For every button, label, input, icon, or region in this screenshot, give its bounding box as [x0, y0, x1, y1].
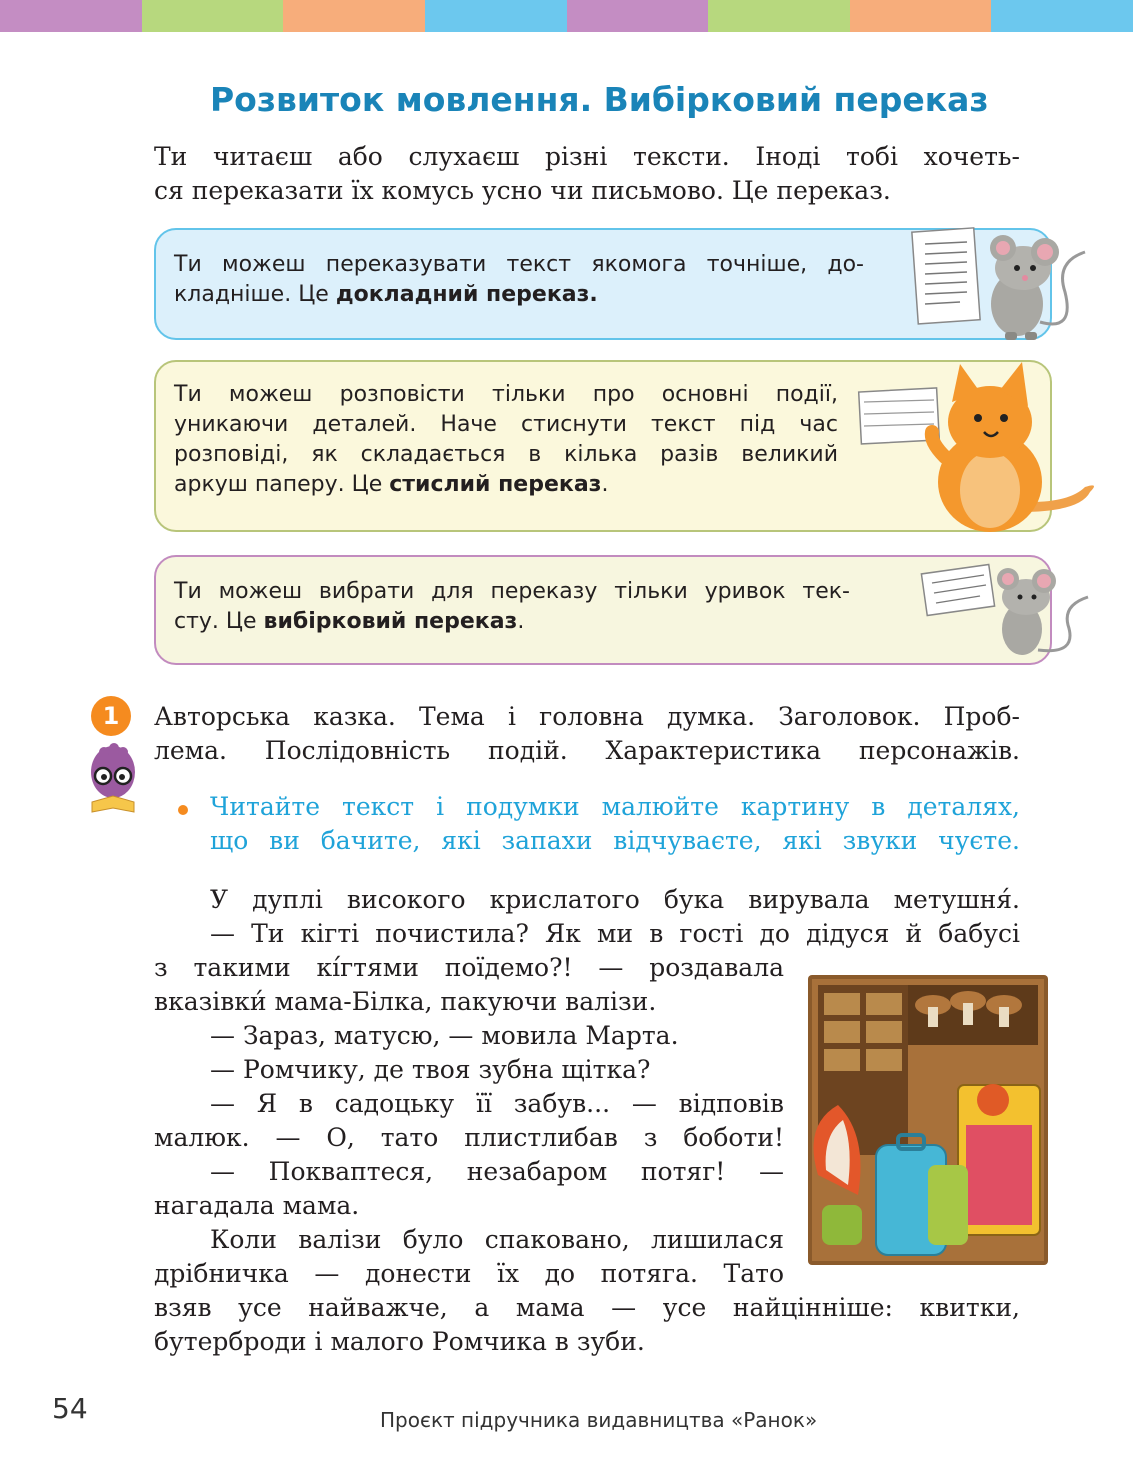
- bar-segment: [708, 0, 850, 32]
- box-line: .: [517, 609, 525, 634]
- bar-segment: [0, 0, 142, 32]
- term-detailed: докладний переказ.: [335, 282, 598, 307]
- term-selective: вибірковий переказ: [263, 609, 518, 634]
- task-line: Читайте текст і подумки малюйте картину в деталях,: [210, 792, 1020, 821]
- term-brief: стислий переказ: [389, 472, 602, 497]
- bar-segment: [850, 0, 992, 32]
- cat-with-paper-illustration: [850, 362, 1100, 532]
- mouse-with-note-illustration: [918, 555, 1098, 670]
- owl-reading-icon: [84, 742, 142, 820]
- exercise-number-badge: 1: [91, 696, 131, 736]
- intro-paragraph: [154, 140, 1020, 208]
- task-instruction: [210, 790, 1020, 858]
- story-line: нагадала мама.: [154, 1191, 360, 1220]
- box-text: [174, 577, 850, 637]
- bar-segment: [425, 0, 567, 32]
- story-line: — Я в садоцьку її забув... — відповів: [210, 1089, 784, 1118]
- story-line: Коли валізи було спаковано, лишилася: [210, 1225, 784, 1254]
- story-line: У дуплі високого крислатого бука вирувала метушня́.: [210, 885, 1020, 914]
- intro-line: ся переказати їх комусь усно чи письмово. Це переказ.: [154, 176, 891, 205]
- exercise-line: Авторська казка. Тема і головна думка. Заголовок. Проб-: [154, 702, 1020, 731]
- footer-credit: Проєкт підручника видавництва «Ранок»: [380, 1408, 818, 1432]
- bar-segment: [991, 0, 1133, 32]
- box-text: [174, 250, 864, 310]
- exercise-heading: [154, 700, 1020, 768]
- task-line: що ви бачите, які запахи відчуваєте, які звуки чуєте.: [210, 826, 1020, 855]
- box-line: Ти можеш переказувати текст якомога точніше, до-: [174, 252, 864, 277]
- squirrels-packing-illustration: [808, 975, 1048, 1265]
- mouse-with-paper-illustration: [905, 222, 1095, 347]
- intro-line: Ти читаєш або слухаєш різні тексти. Іноді тобі хочеть-: [154, 142, 1020, 171]
- exercise-line: лема. Послідовність подій. Характеристика персонажів.: [154, 736, 1020, 765]
- box-text: [174, 380, 838, 500]
- box-line: Ти можеш розповісти тільки про основні події,: [174, 382, 838, 407]
- box-line: Ти можеш вибрати для переказу тільки уривок тек-: [174, 579, 850, 604]
- page-number: 54: [52, 1392, 88, 1425]
- box-line: кладніше. Це: [174, 282, 336, 307]
- story-line: малюк. — О, тато плистлибав з боботи!: [154, 1123, 784, 1152]
- story-line: — Ти кігті почистила? Як ми в гості до дідуся й бабусі: [210, 919, 1020, 948]
- box-line: аркуш паперу. Це: [174, 472, 390, 497]
- box-line: розповіді, як складається в кілька разів великий: [174, 442, 838, 467]
- story-line: — Ромчику, де твоя зубна щітка?: [210, 1055, 651, 1084]
- bar-segment: [567, 0, 709, 32]
- story-line: вказівки́ мама-Білка, пакуючи валізи.: [154, 987, 657, 1016]
- bar-segment: [283, 0, 425, 32]
- bullet-icon: [178, 805, 188, 815]
- box-line: .: [601, 472, 609, 497]
- story-line: — Покваптеся, незабаром потяг! —: [210, 1157, 784, 1186]
- box-line: сту. Це: [174, 609, 264, 634]
- story-line: з такими кі́гтями поїдемо?! — роздавала: [154, 953, 784, 982]
- story-line: дрібничка — донести їх до потяга. Тато: [154, 1259, 784, 1288]
- page-title: Розвиток мовлення. Вибірковий переказ: [210, 80, 989, 119]
- story-line: — Зараз, матусю, — мовила Марта.: [210, 1021, 679, 1050]
- top-color-bar: [0, 0, 1133, 32]
- story-line: бутерброди і малого Ромчика в зуби.: [154, 1327, 645, 1356]
- box-line: уникаючи деталей. Наче стиснути текст під час: [174, 412, 838, 437]
- story-line: взяв усе найважче, а мама — усе найцінніше: квитки,: [154, 1293, 1020, 1322]
- bar-segment: [142, 0, 284, 32]
